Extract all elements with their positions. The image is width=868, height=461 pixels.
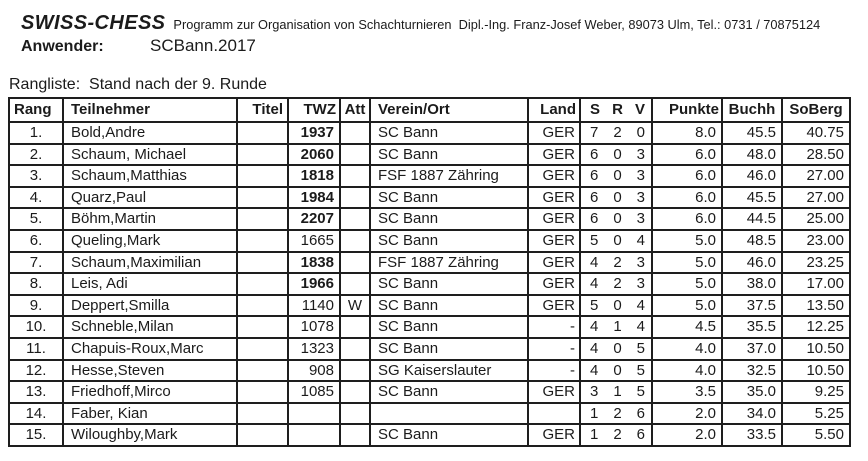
cell-titel: [237, 122, 288, 144]
cell-s: 6: [590, 167, 599, 185]
table-row: [9, 403, 850, 425]
cell-soberg: 27.00: [782, 165, 850, 187]
cell-soberg: 27.00: [782, 187, 850, 209]
cell-soberg: 5.25: [782, 403, 850, 425]
cell-teilnehmer: Friedhoff,Mirco: [63, 381, 237, 403]
table-row: [9, 208, 850, 230]
cell-land: GER: [528, 381, 580, 403]
cell-titel: [237, 144, 288, 166]
cell-rang: 6.: [9, 230, 63, 252]
col-header-titel: Titel: [237, 98, 288, 122]
cell-rang: 7.: [9, 252, 63, 274]
cell-verein: SC Bann: [370, 144, 528, 166]
table-row: [9, 230, 850, 252]
col-header-v: V: [634, 101, 645, 118]
cell-soberg: 17.00: [782, 273, 850, 295]
cell-v: 4: [636, 318, 645, 336]
cell-titel: [237, 165, 288, 187]
cell-r: 2: [613, 253, 622, 271]
cell-teilnehmer: Schneble,Milan: [63, 316, 237, 338]
cell-twz: 2060: [288, 144, 340, 166]
cell-titel: [237, 403, 288, 425]
cell-teilnehmer: Leis, Adi: [63, 273, 237, 295]
cell-att: W: [340, 295, 370, 317]
cell-punkte: 6.0: [652, 165, 722, 187]
cell-rang: 12.: [9, 360, 63, 382]
cell-buchh: 38.0: [722, 273, 782, 295]
cell-buchh: 37.5: [722, 295, 782, 317]
cell-teilnehmer: Quarz,Paul: [63, 187, 237, 209]
cell-soberg: 25.00: [782, 208, 850, 230]
col-header-punkte: Punkte: [652, 98, 722, 122]
cell-v: 0: [636, 124, 645, 141]
cell-twz: 2207: [288, 208, 340, 230]
cell-land: GER: [528, 273, 580, 295]
cell-srv: [580, 230, 652, 252]
cell-teilnehmer: Schaum,Matthias: [63, 165, 237, 187]
col-header-land: Land: [528, 98, 580, 122]
app-title: SWISS-CHESS: [21, 12, 166, 34]
cell-srv: [580, 338, 652, 360]
cell-r: 0: [613, 145, 622, 163]
col-header-rang: Rang: [9, 98, 63, 122]
cell-titel: [237, 252, 288, 274]
cell-s: 3: [590, 383, 599, 401]
cell-punkte: 2.0: [652, 403, 722, 425]
cell-v: 3: [636, 275, 645, 293]
cell-land: [528, 403, 580, 425]
cell-soberg: 10.50: [782, 360, 850, 382]
cell-verein: SC Bann: [370, 316, 528, 338]
cell-twz: 908: [288, 360, 340, 382]
cell-titel: [237, 230, 288, 252]
cell-r: 1: [613, 318, 622, 336]
cell-r: 0: [613, 339, 622, 357]
table-row: [9, 273, 850, 295]
cell-v: 5: [636, 339, 645, 357]
cell-verein: SC Bann: [370, 424, 528, 446]
cell-punkte: 6.0: [652, 208, 722, 230]
ranking-table: [8, 97, 851, 447]
cell-twz: 1323: [288, 338, 340, 360]
cell-rang: 11.: [9, 338, 63, 360]
cell-s: 4: [590, 339, 599, 357]
ranking-table-body: [9, 122, 850, 446]
cell-soberg: 23.00: [782, 230, 850, 252]
cell-land: GER: [528, 295, 580, 317]
cell-titel: [237, 338, 288, 360]
cell-titel: [237, 273, 288, 295]
cell-buchh: 45.5: [722, 122, 782, 144]
cell-s: 4: [590, 253, 599, 271]
cell-punkte: 8.0: [652, 122, 722, 144]
cell-verein: SC Bann: [370, 273, 528, 295]
cell-v: 5: [636, 361, 645, 379]
cell-verein: SC Bann: [370, 338, 528, 360]
report-header: [21, 12, 820, 35]
cell-titel: [237, 316, 288, 338]
cell-buchh: 48.0: [722, 144, 782, 166]
cell-soberg: 40.75: [782, 122, 850, 144]
col-header-soberg: SoBerg: [782, 98, 850, 122]
cell-punkte: 5.0: [652, 252, 722, 274]
cell-twz: 1085: [288, 381, 340, 403]
table-row: [9, 144, 850, 166]
cell-srv: [580, 252, 652, 274]
anwender-label: Anwender:: [21, 38, 104, 55]
cell-att: [340, 144, 370, 166]
cell-titel: [237, 208, 288, 230]
cell-buchh: 32.5: [722, 360, 782, 382]
cell-teilnehmer: Faber, Kian: [63, 403, 237, 425]
cell-v: 6: [636, 426, 645, 444]
cell-r: 0: [613, 231, 622, 249]
cell-v: 3: [636, 145, 645, 163]
cell-teilnehmer: Wiloughby,Mark: [63, 424, 237, 446]
header-row: [9, 98, 850, 122]
cell-titel: [237, 381, 288, 403]
cell-punkte: 2.0: [652, 424, 722, 446]
table-row: [9, 165, 850, 187]
col-header-srv: [580, 98, 652, 122]
list-title: Rangliste: Stand nach der 9. Runde: [9, 76, 267, 93]
anwender-value: SCBann.2017: [150, 36, 256, 55]
cell-titel: [237, 360, 288, 382]
cell-srv: [580, 381, 652, 403]
cell-punkte: 4.5: [652, 316, 722, 338]
cell-buchh: 37.0: [722, 338, 782, 360]
cell-punkte: 5.0: [652, 273, 722, 295]
col-header-s: S: [590, 101, 601, 118]
cell-buchh: 35.5: [722, 316, 782, 338]
cell-twz: 1937: [288, 122, 340, 144]
cell-land: -: [528, 316, 580, 338]
cell-att: [340, 381, 370, 403]
cell-att: [340, 316, 370, 338]
cell-land: GER: [528, 122, 580, 144]
cell-twz: [288, 403, 340, 425]
table-row: [9, 360, 850, 382]
cell-att: [340, 252, 370, 274]
cell-srv: [580, 360, 652, 382]
cell-soberg: 9.25: [782, 381, 850, 403]
cell-verein: SC Bann: [370, 381, 528, 403]
cell-v: 3: [636, 253, 645, 271]
cell-v: 3: [636, 167, 645, 185]
cell-rang: 2.: [9, 144, 63, 166]
table-row: [9, 122, 850, 144]
cell-r: 2: [613, 404, 622, 422]
cell-r: 0: [613, 296, 622, 314]
cell-teilnehmer: Hesse,Steven: [63, 360, 237, 382]
cell-land: -: [528, 360, 580, 382]
cell-soberg: 12.25: [782, 316, 850, 338]
cell-rang: 9.: [9, 295, 63, 317]
cell-titel: [237, 424, 288, 446]
table-row: [9, 295, 850, 317]
cell-att: [340, 360, 370, 382]
cell-buchh: 35.0: [722, 381, 782, 403]
cell-srv: [580, 273, 652, 295]
table-row: [9, 424, 850, 446]
cell-verein: SC Bann: [370, 295, 528, 317]
cell-twz: 1140: [288, 295, 340, 317]
cell-srv: [580, 208, 652, 230]
cell-v: 6: [636, 404, 645, 422]
cell-soberg: 5.50: [782, 424, 850, 446]
table-row: [9, 338, 850, 360]
cell-teilnehmer: Böhm,Martin: [63, 208, 237, 230]
cell-s: 4: [590, 361, 599, 379]
cell-titel: [237, 295, 288, 317]
cell-land: GER: [528, 252, 580, 274]
cell-r: 0: [613, 361, 622, 379]
table-row: [9, 252, 850, 274]
cell-rang: 13.: [9, 381, 63, 403]
cell-buchh: 46.0: [722, 252, 782, 274]
cell-verein: FSF 1887 Zähring: [370, 165, 528, 187]
cell-s: 5: [590, 296, 599, 314]
cell-twz: 1818: [288, 165, 340, 187]
cell-rang: 15.: [9, 424, 63, 446]
cell-att: [340, 122, 370, 144]
cell-land: -: [528, 338, 580, 360]
cell-r: 2: [613, 124, 622, 141]
cell-punkte: 5.0: [652, 230, 722, 252]
cell-soberg: 10.50: [782, 338, 850, 360]
cell-s: 6: [590, 210, 599, 228]
cell-v: 5: [636, 383, 645, 401]
col-header-verein-ort: Verein/Ort: [370, 98, 528, 122]
cell-srv: [580, 165, 652, 187]
cell-land: GER: [528, 230, 580, 252]
cell-verein: SC Bann: [370, 122, 528, 144]
cell-r: 0: [613, 167, 622, 185]
col-header-buchh: Buchh: [722, 98, 782, 122]
cell-teilnehmer: Deppert,Smilla: [63, 295, 237, 317]
cell-rang: 10.: [9, 316, 63, 338]
table-row: [9, 187, 850, 209]
cell-s: 6: [590, 145, 599, 163]
cell-r: 0: [613, 188, 622, 206]
cell-soberg: 13.50: [782, 295, 850, 317]
cell-att: [340, 273, 370, 295]
cell-r: 2: [613, 426, 622, 444]
cell-rang: 5.: [9, 208, 63, 230]
cell-punkte: 4.0: [652, 338, 722, 360]
cell-s: 7: [590, 124, 599, 141]
cell-v: 3: [636, 210, 645, 228]
cell-v: 4: [636, 231, 645, 249]
table-row: [9, 316, 850, 338]
cell-twz: 1078: [288, 316, 340, 338]
cell-buchh: 48.5: [722, 230, 782, 252]
cell-teilnehmer: Bold,Andre: [63, 122, 237, 144]
cell-teilnehmer: Schaum,Maximilian: [63, 252, 237, 274]
cell-soberg: 28.50: [782, 144, 850, 166]
cell-s: 4: [590, 318, 599, 336]
cell-verein: [370, 403, 528, 425]
cell-r: 0: [613, 210, 622, 228]
cell-buchh: 33.5: [722, 424, 782, 446]
cell-land: GER: [528, 424, 580, 446]
cell-teilnehmer: Schaum, Michael: [63, 144, 237, 166]
cell-buchh: 44.5: [722, 208, 782, 230]
cell-srv: [580, 295, 652, 317]
cell-att: [340, 230, 370, 252]
cell-buchh: 46.0: [722, 165, 782, 187]
cell-land: GER: [528, 208, 580, 230]
cell-att: [340, 403, 370, 425]
cell-att: [340, 208, 370, 230]
cell-verein: SC Bann: [370, 187, 528, 209]
cell-twz: [288, 424, 340, 446]
cell-punkte: 6.0: [652, 144, 722, 166]
cell-srv: [580, 122, 652, 144]
cell-rang: 8.: [9, 273, 63, 295]
cell-punkte: 6.0: [652, 187, 722, 209]
cell-twz: 1966: [288, 273, 340, 295]
cell-teilnehmer: Queling,Mark: [63, 230, 237, 252]
cell-buchh: 34.0: [722, 403, 782, 425]
col-header-twz: TWZ: [288, 98, 340, 122]
cell-s: 1: [590, 426, 599, 444]
cell-punkte: 5.0: [652, 295, 722, 317]
col-header-teilnehmer: Teilnehmer: [63, 98, 237, 122]
cell-rang: 4.: [9, 187, 63, 209]
cell-twz: 1665: [288, 230, 340, 252]
cell-verein: FSF 1887 Zähring: [370, 252, 528, 274]
cell-srv: [580, 144, 652, 166]
col-header-r: R: [612, 101, 623, 118]
col-header-att: Att: [340, 98, 370, 122]
cell-rang: 14.: [9, 403, 63, 425]
cell-twz: 1984: [288, 187, 340, 209]
cell-att: [340, 187, 370, 209]
cell-land: GER: [528, 187, 580, 209]
cell-rang: 3.: [9, 165, 63, 187]
cell-s: 5: [590, 231, 599, 249]
cell-land: GER: [528, 144, 580, 166]
cell-punkte: 3.5: [652, 381, 722, 403]
cell-buchh: 45.5: [722, 187, 782, 209]
cell-teilnehmer: Chapuis-Roux,Marc: [63, 338, 237, 360]
cell-soberg: 23.25: [782, 252, 850, 274]
cell-verein: SG Kaiserslauter: [370, 360, 528, 382]
cell-srv: [580, 187, 652, 209]
cell-s: 4: [590, 275, 599, 293]
cell-att: [340, 338, 370, 360]
cell-v: 4: [636, 296, 645, 314]
cell-rang: 1.: [9, 122, 63, 144]
cell-land: GER: [528, 165, 580, 187]
cell-srv: [580, 316, 652, 338]
cell-s: 6: [590, 188, 599, 206]
cell-s: 1: [590, 404, 599, 422]
cell-att: [340, 165, 370, 187]
cell-r: 1: [613, 383, 622, 401]
cell-srv: [580, 424, 652, 446]
cell-v: 3: [636, 188, 645, 206]
anwender-row: [21, 36, 256, 56]
cell-r: 2: [613, 275, 622, 293]
cell-twz: 1838: [288, 252, 340, 274]
cell-titel: [237, 187, 288, 209]
cell-verein: SC Bann: [370, 208, 528, 230]
app-tagline: Programm zur Organisation von Schachturnieren Dipl.-Ing. Franz-Josef Weber, 89073 Ulm, Tel.: 0731 / 70875124: [173, 17, 821, 32]
cell-punkte: 4.0: [652, 360, 722, 382]
cell-srv: [580, 403, 652, 425]
table-row: [9, 381, 850, 403]
cell-att: [340, 424, 370, 446]
cell-verein: SC Bann: [370, 230, 528, 252]
